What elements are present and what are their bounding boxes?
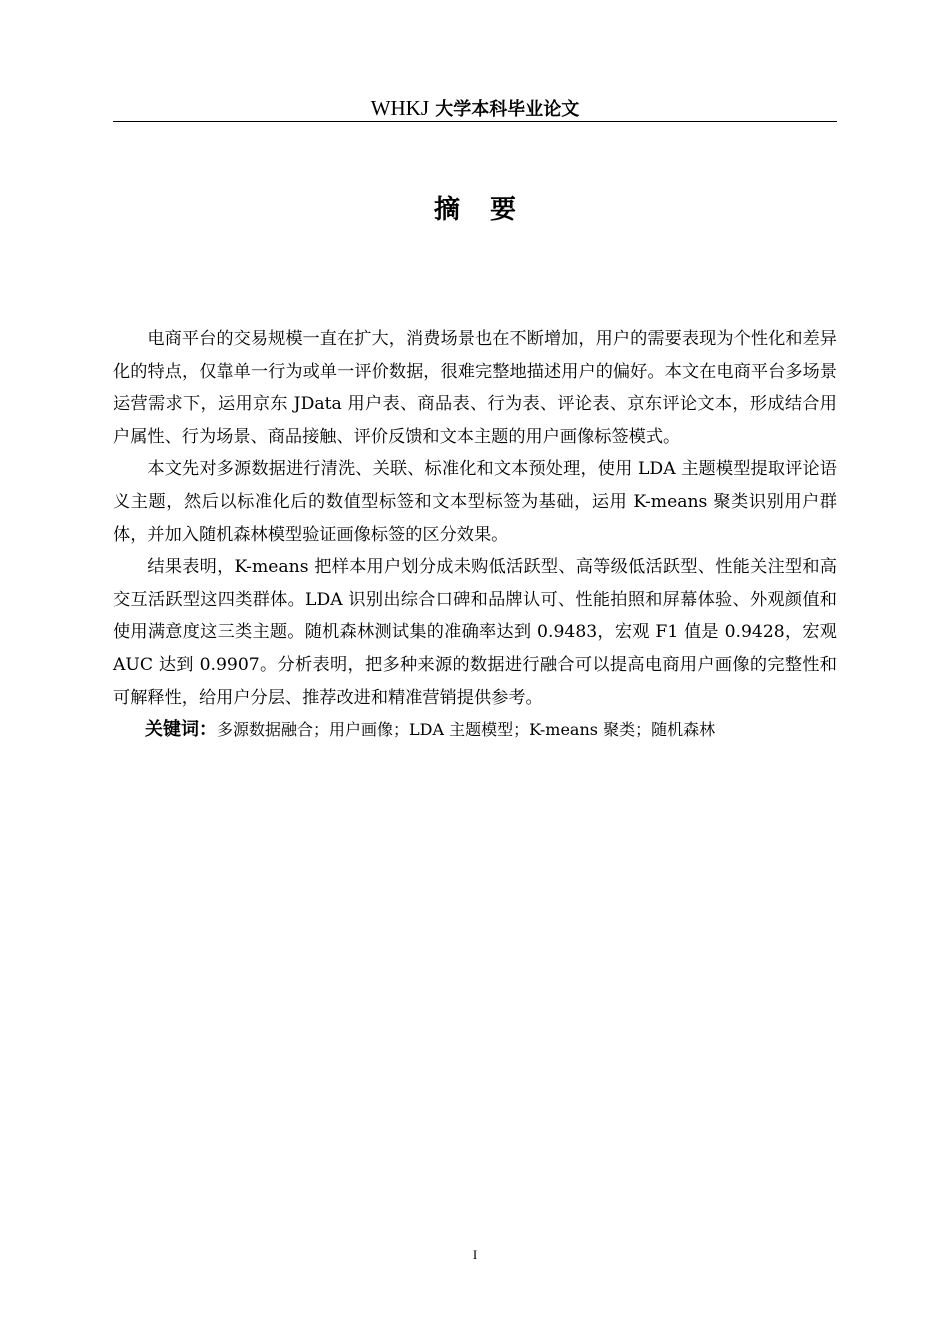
abstract-body <box>113 323 837 747</box>
header-rule <box>113 121 837 122</box>
abstract-title: 摘要 <box>433 195 546 225</box>
page-number: I <box>472 1247 478 1262</box>
abstract-paragraph-1: 电商平台的交易规模一直在扩大，消费场景也在不断增加，用户的需要表现为个性化和差异化的特点，仅靠单一行为或单一评价数据，很难完整地描述用户的偏好。本文在电商平台多场景运营需求下，运用京东 JData 用户表、商品表、行为表、评论表、京东评论文本，形成结合用户属性、行为场景、商品接触、评价反馈和文本主题的用户画像标签模式。 <box>113 329 837 447</box>
running-header <box>113 94 837 122</box>
abstract-paragraph-3: 结果表明，K-means 把样本用户划分成未购低活跃型、高等级低活跃型、性能关注型和高交互活跃型这四类群体。LDA 识别出综合口碑和品牌认可、性能拍照和屏幕体验、外观颜值和使用满意度这三类主题。随机森林测试集的准确率达到 0.9483，宏观 F1 值是 0.9428，宏观 AUC 达到 0.9907。分析表明，把多种来源的数据进行融合可以提高电商用户画像的完整性和可解释性，给用户分层、推荐改进和精准营销提供参考。 <box>113 557 837 708</box>
header-school-latin: WHKJ <box>370 96 430 120</box>
header-school-cn: 大学本科毕业论文 <box>429 99 580 120</box>
keywords-list: 多源数据融合；用户画像；LDA 主题模型；K-means 聚类；随机森林 <box>217 720 716 740</box>
keywords-line <box>113 714 837 747</box>
abstract-paragraph-2: 本文先对多源数据进行清洗、关联、标准化和文本预处理，使用 LDA 主题模型提取评论语义主题，然后以标准化后的数值型标签和文本型标签为基础，运用 K-means 聚类识别用户群体，并加入随机森林模型验证画像标签的区分效果。 <box>113 459 837 545</box>
keywords-label: 关键词： <box>145 719 217 741</box>
